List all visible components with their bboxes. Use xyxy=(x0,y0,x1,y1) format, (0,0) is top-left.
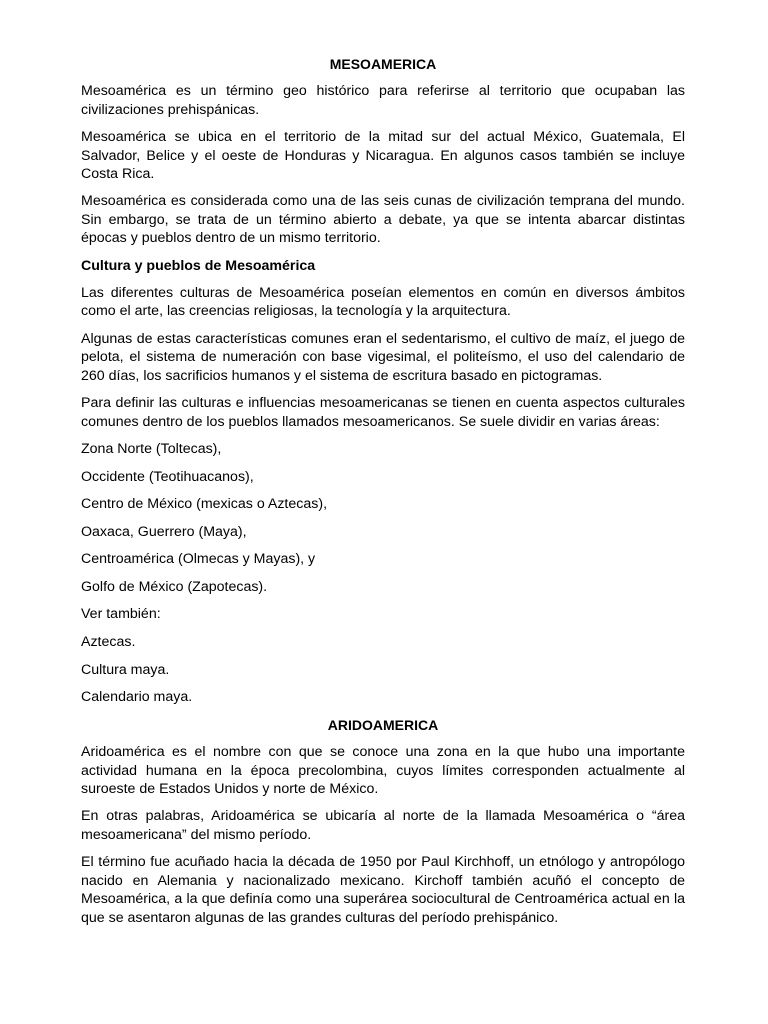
paragraph: El término fue acuñado hacia la década de 1950 por Paul Kirchhoff, un etnólogo y antropólogo nacido en Alemania y nacionalizado mexicano. Kirchoff también acuñó el concepto de Mesoamérica, a la que definía como una superárea sociocultural de Centroamérica actual en la que se asentaron algunas de las grandes culturas del período prehispánico. xyxy=(81,854,685,926)
paragraph: Para definir las culturas e influencias mesoamericanas se tienen en cuenta aspectos culturales comunes dentro de los pueblos llamados mesoamericanos. Se suele dividir en varias áreas: xyxy=(81,395,685,430)
section-title-aridoamerica: ARIDOAMERICA xyxy=(327,716,439,733)
document-page xyxy=(81,55,685,936)
paragraph: Mesoamérica se ubica en el territorio de la mitad sur del actual México, Guatemala, El Salvador, Belice y el oeste de Honduras y Nicaragua. En algunos casos también se incluye Costa Rica. xyxy=(81,129,685,183)
see-also-item: Aztecas. xyxy=(81,634,136,651)
paragraph: Las diferentes culturas de Mesoamérica poseían elementos en común en diversos ámbitos como el arte, las creencias religiosas, la tecnología y la arquitectura. xyxy=(81,285,685,320)
section-title-mesoamerica: MESOAMERICA xyxy=(329,56,437,72)
area-item: Centroamérica (Olmecas y Mayas), y xyxy=(81,551,316,568)
see-also-item: Calendario maya. xyxy=(81,689,193,706)
area-item: Zona Norte (Toltecas), xyxy=(81,440,222,457)
area-item: Oaxaca, Guerrero (Maya), xyxy=(81,523,247,540)
paragraph: En otras palabras, Aridoamérica se ubicaría al norte de la llamada Mesoamérica o “área mesoamericana” del mismo período. xyxy=(81,808,685,843)
area-item: Golfo de México (Zapotecas). xyxy=(81,578,268,595)
paragraph: Algunas de estas características comunes eran el sedentarismo, el cultivo de maíz, el juego de pelota, el sistema de numeración con base vigesimal, el politeísmo, el uso del calendario de 260 días, los sacrificios humanos y el sistema de escritura basado en pictogramas. xyxy=(81,330,685,384)
paragraph: Mesoamérica es un término geo histórico para referirse al territorio que ocupaban las civilizaciones prehispánicas. xyxy=(81,83,685,118)
area-item: Centro de México (mexicas o Aztecas), xyxy=(81,496,328,513)
paragraph: Aridoamérica es el nombre con que se conoce una zona en la que hubo una importante actividad humana en la época precolombina, cuyos límites corresponden actualmente al suroeste de Estados Unidos y norte de México. xyxy=(81,744,685,798)
subheading-culture: Cultura y pueblos de Mesoamérica xyxy=(81,257,316,274)
paragraph: Mesoamérica es considerada como una de las seis cunas de civilización temprana del mundo. Sin embargo, se trata de un término abierto a debate, ya que se intenta abarcar distintas épocas y pueblos dentro de un mismo territorio. xyxy=(81,193,685,247)
area-item: Occidente (Teotihuacanos), xyxy=(81,468,254,485)
see-also-label: Ver también: xyxy=(81,606,161,623)
see-also-item: Cultura maya. xyxy=(81,661,170,678)
